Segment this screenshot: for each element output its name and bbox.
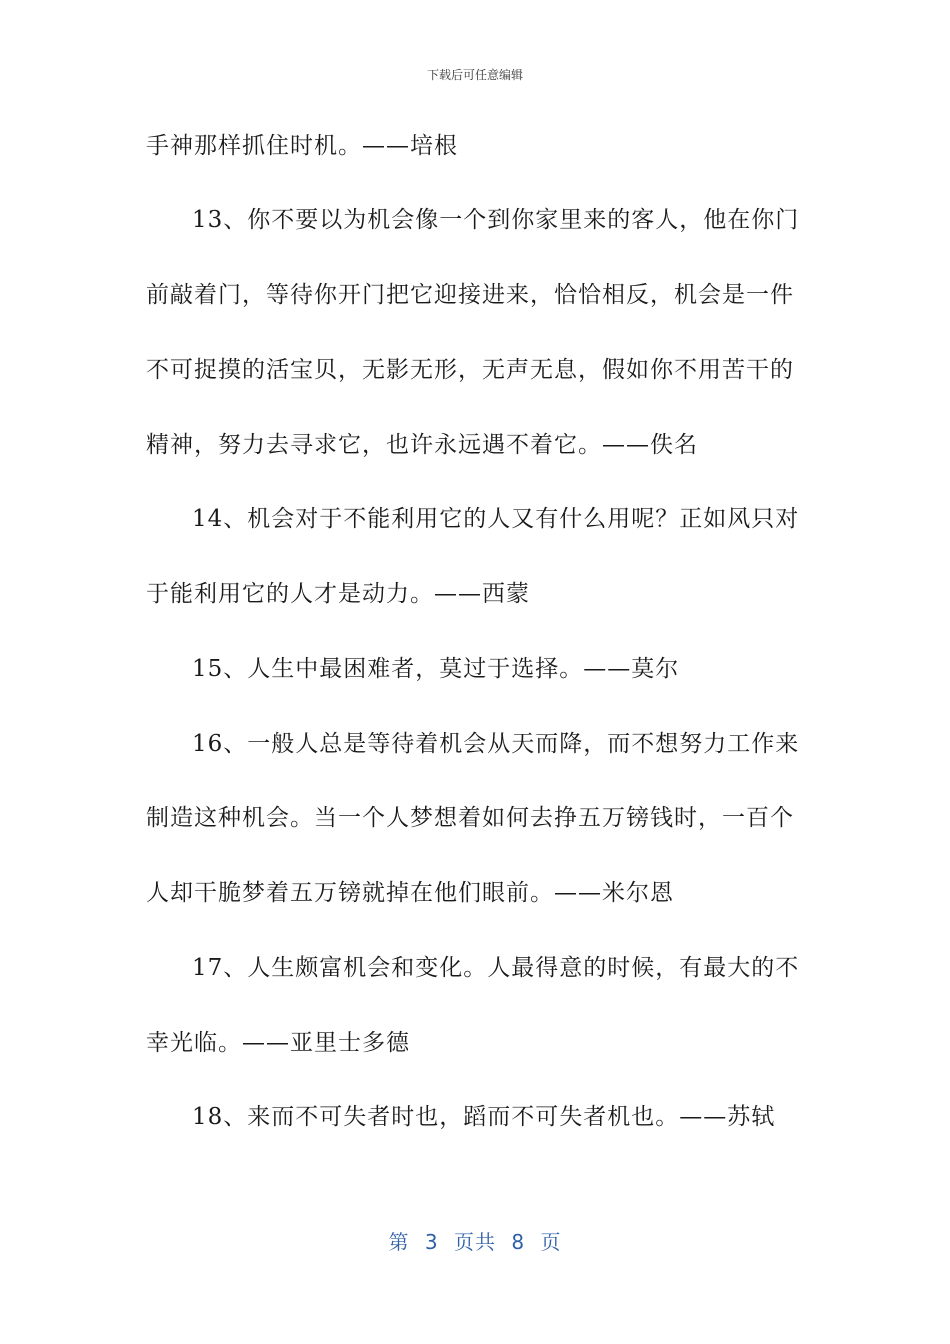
current-page-number: 3 — [424, 1230, 439, 1254]
header-note: 下载后可任意编辑 — [426, 68, 523, 82]
text-line: 13、你不要以为机会像一个到你家里来的客人，他在你门 — [192, 207, 800, 233]
text-line: 前敲着门，等待你开门把它迎接进来，恰恰相反，机会是一件 — [146, 282, 794, 308]
footer-prefix: 第 — [388, 1230, 410, 1254]
text-line: 16、一般人总是等待着机会从天而降，而不想努力工作来 — [192, 731, 800, 757]
footer-middle: 页共 — [454, 1230, 496, 1254]
text-line: 17、人生颇富机会和变化。人最得意的时候，有最大的不 — [192, 955, 800, 981]
text-line: 手神那样抓住时机。——培根 — [146, 133, 458, 159]
text-line: 于能利用它的人才是动力。——西蒙 — [146, 581, 530, 607]
text-line: 18、来而不可失者时也，蹈而不可失者机也。——苏轼 — [192, 1104, 776, 1130]
page-footer — [0, 1226, 950, 1255]
total-page-number: 8 — [511, 1230, 526, 1254]
footer-suffix: 页 — [540, 1230, 562, 1254]
text-line: 不可捉摸的活宝贝，无影无形，无声无息，假如你不用苦干的 — [146, 357, 794, 383]
text-line: 制造这种机会。当一个人梦想着如何去挣五万镑钱时，一百个 — [146, 805, 794, 831]
text-line: 15、人生中最困难者，莫过于选择。——莫尔 — [192, 656, 680, 682]
text-line: 14、机会对于不能利用它的人又有什么用呢？正如风只对 — [192, 506, 800, 532]
text-line: 幸光临。——亚里士多德 — [146, 1030, 410, 1056]
text-line: 精神，努力去寻求它，也许永远遇不着它。——佚名 — [146, 432, 698, 458]
text-line: 人却干脆梦着五万镑就掉在他们眼前。——米尔恩 — [146, 880, 674, 906]
